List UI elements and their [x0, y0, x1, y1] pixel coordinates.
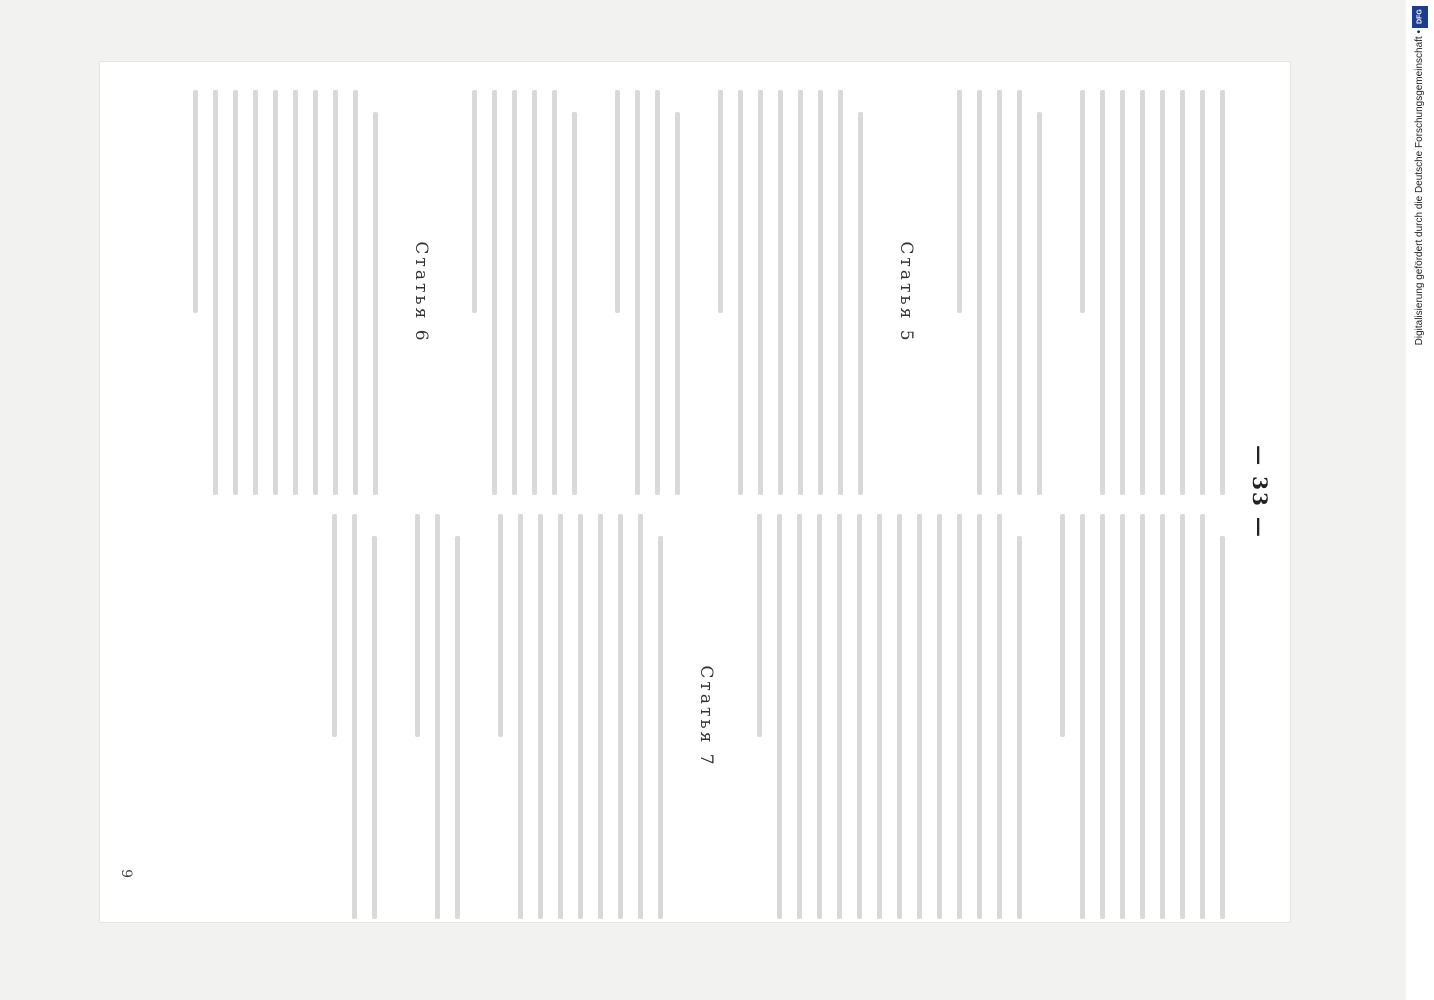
paragraph-block [699, 90, 882, 495]
digitization-note [1406, 0, 1434, 1000]
digitization-note-text: Digitalisierung gefördert durch die Deutsche Forschungsgemeinschaft • [1414, 30, 1425, 346]
paragraph-block [453, 90, 596, 495]
left-column [174, 90, 1244, 495]
right-column [313, 514, 1244, 919]
paragraph-block [1041, 514, 1244, 919]
dfg-logo: DFG [1412, 6, 1428, 28]
paragraph-block [738, 514, 1041, 919]
article-heading: Статья 5 [896, 241, 916, 344]
scanned-page [100, 62, 1290, 922]
page-number: — 33 — [1248, 445, 1272, 539]
paragraph-block [938, 90, 1061, 495]
paragraph-block [396, 514, 479, 919]
paragraph-block [596, 90, 699, 495]
paragraph-block [313, 514, 396, 919]
footer-page-number: 9 [118, 869, 134, 878]
paragraph-block [1061, 90, 1244, 495]
article-heading: Статья 6 [411, 241, 431, 344]
paragraph-block [479, 514, 682, 919]
article-heading: Статья 7 [696, 665, 716, 768]
paragraph-block [174, 90, 397, 495]
